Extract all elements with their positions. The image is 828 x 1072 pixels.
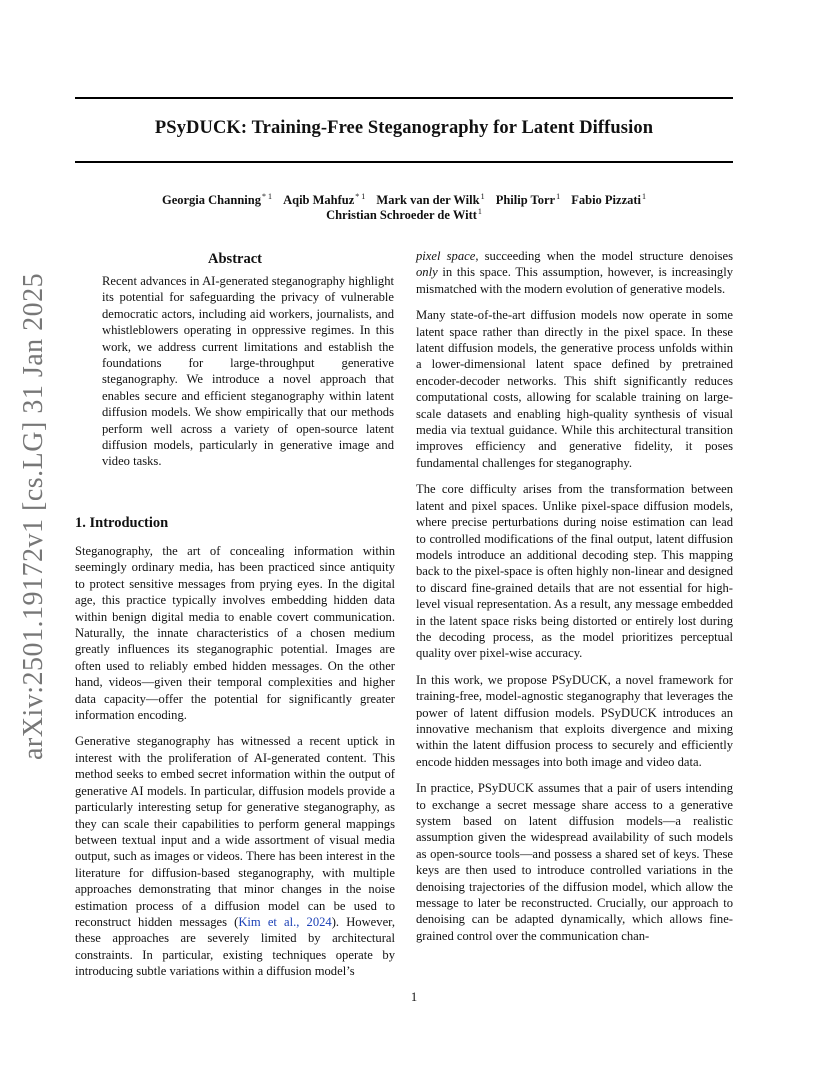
arxiv-identifier: arXiv:2501.19172v1 [cs.LG] 31 Jan 2025: [18, 272, 49, 760]
abstract-heading: Abstract: [208, 251, 262, 267]
title-rule-bottom: [75, 161, 733, 163]
author: Fabio Pizzati$^1$: [571, 192, 647, 207]
page-number: 1: [410, 990, 418, 1004]
title-rule-top: [75, 97, 733, 99]
paragraph: Generative steganography has witnessed a recent uptick in interest with the proliferation of AI-generated content. This method seeks to embed secret information within the output of generative AI models. In particular, diffusion models provide a particularly interesting setup for generative steganography, as they can scale their capabilities to perform general mappings between textual input and a wide assortment of visual media output, such as images or videos. There has been interest in the literature for diffusion-based steganography, with multiple approaches demonstrating that minor changes in the noise estimation process of a diffusion model can be used to reconstruct hidden messages (Kim et al., 2024). However, these approaches are severely limited by architectural constraints. In particular, existing techniques operate by introducing subtle variations within a diffusion model’s: [75, 734, 395, 979]
author-list: [75, 192, 733, 208]
paragraph: Steganography, the art of concealing information within seemingly ordinary media, has been practiced since antiquity to protect sensitive messages from prying eyes. In the digital age, this practice typically involves embedding hidden data within benign digital media to enable covert communication. Naturally, the innate characteristics of a chosen medium greatly influences its steganographic potential. Images are often used to reliably embed hidden messages. On the other hand, videos—given their temporal complexities and higher data capacity—offer the potential for significantly greater information encoding.: [75, 544, 395, 723]
citation-link[interactable]: Kim et al., 2024: [238, 914, 332, 929]
section-heading-introduction: 1. Introduction: [75, 515, 169, 531]
author: Christian Schroeder de Witt$^1$: [326, 207, 482, 222]
paragraph: The core difficulty arises from the transformation between latent and pixel spaces. Unlike pixel-space diffusion models, where precise perturbations during noise estimation can lead to controlled modifications of the final output, latent diffusion models introduce an additional decoding step. This mapping back to the pixel-space is often highly non-linear and designed to discard fine-grained details that are not essential for high-level visual representation. As a result, any message embedded in the latent space risks being distorted or entirely lost during the decoding process, as the model prioritizes perceptual quality over pixel-wise accuracy.: [416, 482, 733, 661]
paragraph: pixel space, succeeding when the model structure denoises only in this space. This assumption, however, is increasingly mismatched with the modern evolution of generative models.: [416, 249, 734, 296]
paragraph: In practice, PSyDUCK assumes that a pair of users intending to exchange a secret message share access to a generative system based on latent diffusion models—a realistic assumption given the widespread availability of such models as open-source tools—and possess a shared set of keys. These keys are then used to introduce controlled variations in the denoising trajectories of the diffusion model, which allow the message to later be reconstructed. Crucially, our approach to denoising can be adapted dynamically, which allows fine-grained control over the communication chan-: [416, 781, 733, 943]
author: Mark van der Wilk$^1$: [376, 192, 485, 207]
author: Philip Torr$^1$: [495, 192, 561, 207]
author-list-line-2: [75, 207, 733, 223]
author: Georgia Channing$^{* 1}$: [161, 192, 272, 207]
left-column-body: [75, 543, 395, 990]
right-column-body: [416, 248, 733, 954]
abstract-text: Recent advances in AI-generated steganography highlight its potential for safeguarding the privacy of vulnerable democratic actors, including aid workers, journalists, and whistleblowers operating in oppressive regimes. In this work, we address current limitations and establish the foundations for large-throughput generative steganography. We introduce a novel approach that enables secure and efficient steganography within latent diffusion models. We show empirically that our methods perform well across a variety of open-source latent diffusion models, particularly in generative image and video tasks.: [102, 274, 394, 469]
paper-title: PSyDUCK: Training-Free Steganography for Latent Diffusion: [154, 118, 654, 138]
paragraph: Many state-of-the-art diffusion models now operate in some latent space rather than directly in the pixel space. In these latent diffusion models, the generative process unfolds within a lower-dimensional latent space defined by pretrained encoder-decoder networks. This shift significantly reduces computational costs, allowing for scalable training on large-scale datasets and enabling high-quality synthesis of visual media via textual guidance. While this architectural transition improves efficiency and generative fidelity, it poses fundamental challenges for steganography.: [416, 308, 733, 470]
author: Aqib Mahfuz$^{* 1}$: [283, 192, 366, 207]
paragraph: In this work, we propose PSyDUCK, a novel framework for training-free, model-agnostic steganography that leverages the power of latent diffusion models. PSyDUCK introduces an innovative mechanism that exploits divergence and mixing within the latent diffusion process to securely and efficiently encode hidden messages into both image and video data.: [416, 672, 733, 769]
